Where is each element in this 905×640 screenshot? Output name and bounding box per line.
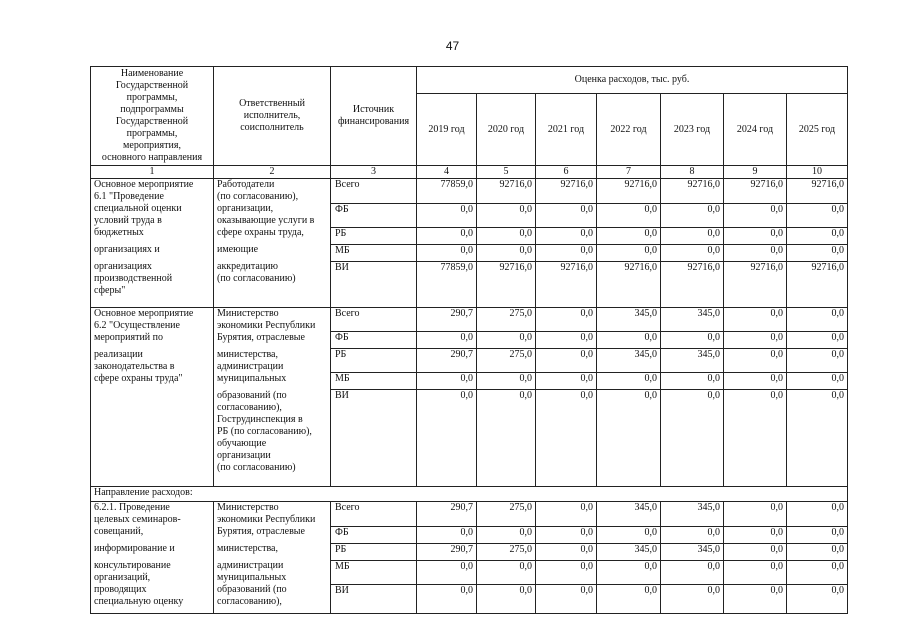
amount-cell: 290,7: [417, 502, 477, 527]
cell-text-line: РБ (по согласованию),: [217, 425, 312, 437]
amount-cell: 92716,0: [787, 261, 848, 307]
amount-cell: 345,0: [661, 543, 724, 560]
activity-name-cell: [91, 261, 214, 307]
activity-name-cell: [91, 227, 214, 244]
amount-cell: 0,0: [724, 543, 787, 560]
amount-cell: 345,0: [661, 307, 724, 332]
amount-cell: 0,0: [417, 390, 477, 487]
cell-text-line: условий труда в: [94, 215, 162, 226]
amount-cell: 92716,0: [724, 261, 787, 307]
activity-name-cell: [91, 584, 214, 613]
amount-cell: 0,0: [417, 560, 477, 584]
executor-cell: [214, 543, 331, 560]
amount-cell: 92716,0: [597, 261, 661, 307]
amount-cell: 0,0: [724, 203, 787, 227]
amount-cell: 275,0: [477, 349, 536, 373]
cell-text-line: реализации: [94, 348, 143, 360]
amount-cell: 0,0: [417, 227, 477, 244]
cell-text-line: организации,: [217, 203, 274, 214]
amount-cell: 0,0: [724, 349, 787, 373]
executor-cell: [214, 560, 331, 584]
amount-cell: 345,0: [597, 543, 661, 560]
executor-cell: [214, 179, 331, 204]
amount-cell: 0,0: [536, 349, 597, 373]
header-source-line: финансирования: [337, 116, 410, 127]
amount-cell: 0,0: [536, 543, 597, 560]
cell-text-line: аккредитацию: [217, 261, 279, 272]
amount-cell: 0,0: [597, 332, 661, 349]
column-index: 9: [724, 166, 787, 179]
cell-text-line: Основное мероприятие: [94, 179, 194, 190]
cell-text-line: администрации: [217, 360, 284, 372]
amount-cell: 0,0: [787, 543, 848, 560]
page-number: 47: [445, 39, 460, 53]
amount-cell: 92716,0: [536, 179, 597, 204]
cell-text-line: организаций,: [94, 572, 151, 583]
cell-text-line: согласованию),: [217, 401, 282, 413]
amount-cell: 0,0: [661, 332, 724, 349]
cell-text-line: проводящих: [94, 584, 147, 595]
activity-name-cell: [91, 390, 214, 487]
amount-cell: 0,0: [787, 332, 848, 349]
cell-text-line: информирование и: [94, 543, 175, 554]
cell-text-line: (по согласованию): [217, 461, 296, 473]
funding-source-cell: РБ: [331, 349, 417, 373]
amount-cell: 0,0: [536, 526, 597, 543]
funding-source-cell: РБ: [331, 543, 417, 560]
amount-cell: 0,0: [787, 349, 848, 373]
amount-cell: 0,0: [661, 584, 724, 613]
amount-cell: 0,0: [477, 373, 536, 390]
amount-cell: 0,0: [536, 332, 597, 349]
cell-text-line: законодательства в: [94, 360, 175, 372]
amount-cell: 0,0: [724, 373, 787, 390]
cell-text-line: специальной оценки: [94, 203, 182, 214]
amount-cell: 92716,0: [787, 179, 848, 204]
cell-text-line: производственной: [94, 273, 173, 284]
column-index: 8: [661, 166, 724, 179]
amount-cell: 0,0: [417, 584, 477, 613]
amount-cell: 290,7: [417, 543, 477, 560]
amount-cell: 0,0: [536, 373, 597, 390]
cell-text-line: сфере охраны труда": [94, 372, 183, 384]
header-program-line: подпрограммы: [120, 104, 184, 115]
funding-source-cell: МБ: [331, 560, 417, 584]
funding-source-cell: ФБ: [331, 203, 417, 227]
year-header-2024: 2024 год: [724, 94, 787, 166]
column-index: 10: [787, 166, 848, 179]
section-label-row: [91, 487, 848, 502]
section-label: Направление расходов:: [91, 487, 848, 502]
amount-cell: 0,0: [724, 227, 787, 244]
amount-cell: 0,0: [477, 560, 536, 584]
amount-cell: 92716,0: [597, 179, 661, 204]
amount-cell: 275,0: [477, 543, 536, 560]
funding-source-cell: РБ: [331, 227, 417, 244]
cell-text-line: министерства,: [217, 348, 278, 360]
cell-text-line: специальную оценку: [94, 596, 184, 607]
amount-cell: 0,0: [597, 390, 661, 487]
amount-cell: 290,7: [417, 307, 477, 332]
table-row: [91, 179, 848, 204]
activity-name-cell: [91, 560, 214, 584]
year-header-2023: 2023 год: [661, 94, 724, 166]
executor-cell: [214, 261, 331, 307]
table-row: [91, 502, 848, 527]
amount-cell: 0,0: [536, 227, 597, 244]
amount-cell: 0,0: [787, 244, 848, 261]
amount-cell: 0,0: [597, 203, 661, 227]
cell-text-line: образований (по: [217, 584, 287, 595]
amount-cell: 0,0: [661, 373, 724, 390]
amount-cell: 0,0: [787, 584, 848, 613]
amount-cell: 345,0: [597, 349, 661, 373]
header-executor-line: соисполнитель: [240, 122, 304, 133]
amount-cell: 0,0: [787, 390, 848, 487]
header-executor-line: Ответственный: [239, 98, 305, 109]
cell-text-line: муниципальных: [217, 372, 287, 384]
amount-cell: 0,0: [661, 227, 724, 244]
amount-cell: 0,0: [787, 307, 848, 332]
amount-cell: 0,0: [536, 244, 597, 261]
activity-name-cell: [91, 373, 214, 390]
executor-cell: [214, 332, 331, 349]
amount-cell: 0,0: [724, 560, 787, 584]
table-row: [91, 332, 848, 349]
activity-name-cell: [91, 502, 214, 527]
amount-cell: 0,0: [417, 244, 477, 261]
cell-text-line: экономики Республики: [217, 319, 316, 331]
amount-cell: 0,0: [597, 227, 661, 244]
amount-cell: 0,0: [477, 390, 536, 487]
amount-cell: 0,0: [536, 502, 597, 527]
cell-text-line: Бурятия, отраслевые: [217, 526, 305, 537]
amount-cell: 0,0: [661, 390, 724, 487]
amount-cell: 0,0: [477, 244, 536, 261]
funding-source-cell: ВИ: [331, 390, 417, 487]
cell-text-line: (по согласованию),: [217, 191, 299, 202]
amount-cell: 92716,0: [661, 261, 724, 307]
funding-source-cell: ФБ: [331, 332, 417, 349]
year-header-2022: 2022 год: [597, 94, 661, 166]
amount-cell: 0,0: [477, 227, 536, 244]
amount-cell: 275,0: [477, 307, 536, 332]
activity-name-cell: [91, 179, 214, 204]
amount-cell: 0,0: [477, 332, 536, 349]
cell-text-line: сферы": [94, 285, 126, 296]
executor-cell: [214, 502, 331, 527]
amount-cell: 0,0: [417, 332, 477, 349]
amount-cell: 0,0: [724, 307, 787, 332]
cell-text-line: оказывающие услуги в: [217, 215, 315, 226]
amount-cell: 0,0: [597, 584, 661, 613]
cell-text-line: муниципальных: [217, 572, 287, 583]
amount-cell: 92716,0: [477, 179, 536, 204]
table-row: [91, 543, 848, 560]
header-program-line: Наименование: [120, 68, 184, 79]
amount-cell: 0,0: [724, 584, 787, 613]
amount-cell: 77859,0: [417, 261, 477, 307]
column-index-row: [91, 166, 848, 179]
funding-source-cell: ФБ: [331, 526, 417, 543]
table-row: [91, 526, 848, 543]
funding-source-cell: ВИ: [331, 584, 417, 613]
amount-cell: 0,0: [787, 560, 848, 584]
cell-text-line: согласованию),: [217, 596, 282, 607]
amount-cell: 0,0: [417, 203, 477, 227]
cell-text-line: имеющие: [217, 244, 259, 255]
amount-cell: 290,7: [417, 349, 477, 373]
cell-text-line: 6.2 "Осуществление: [94, 319, 180, 331]
header-row-top: [91, 67, 848, 94]
executor-cell: [214, 584, 331, 613]
cell-text-line: целевых семинаров-: [94, 514, 181, 525]
cell-text-line: организациях: [94, 261, 152, 272]
cell-text-line: 6.2.1. Проведение: [94, 502, 170, 513]
header-program-line: основного направления: [101, 152, 203, 163]
amount-cell: 0,0: [661, 526, 724, 543]
amount-cell: 0,0: [787, 227, 848, 244]
amount-cell: 0,0: [724, 502, 787, 527]
funding-source-cell: МБ: [331, 373, 417, 390]
executor-cell: [214, 373, 331, 390]
amount-cell: 0,0: [477, 526, 536, 543]
amount-cell: 345,0: [597, 307, 661, 332]
cell-text-line: Основное мероприятие: [94, 307, 194, 319]
executor-cell: [214, 526, 331, 543]
budget-table: [90, 66, 848, 614]
funding-source-cell: Всего: [331, 179, 417, 204]
table-row: [91, 349, 848, 373]
year-header-2021: 2021 год: [536, 94, 597, 166]
column-index: 3: [331, 166, 417, 179]
table-row: [91, 307, 848, 332]
activity-name-cell: [91, 203, 214, 227]
amount-cell: 0,0: [536, 203, 597, 227]
amount-cell: 0,0: [787, 502, 848, 527]
header-program-line: программы,: [126, 92, 178, 103]
amount-cell: 0,0: [787, 203, 848, 227]
amount-cell: 92716,0: [724, 179, 787, 204]
header-source-cell: [331, 67, 417, 166]
amount-cell: 0,0: [417, 526, 477, 543]
amount-cell: 275,0: [477, 502, 536, 527]
cell-text-line: организации: [217, 449, 271, 461]
amount-cell: 0,0: [597, 526, 661, 543]
year-header-2019: 2019 год: [417, 94, 477, 166]
executor-cell: [214, 244, 331, 261]
header-program-line: Государственной: [115, 80, 189, 91]
year-header-2020: 2020 год: [477, 94, 536, 166]
amount-cell: 0,0: [724, 390, 787, 487]
amount-cell: 0,0: [477, 584, 536, 613]
activity-name-cell: [91, 543, 214, 560]
amount-cell: 0,0: [661, 244, 724, 261]
cell-text-line: Министерство: [217, 502, 279, 513]
amount-cell: 0,0: [787, 373, 848, 390]
amount-cell: 92716,0: [536, 261, 597, 307]
cell-text-line: Бурятия, отраслевые: [217, 331, 305, 343]
header-executor-line: исполнитель,: [243, 110, 301, 121]
amount-cell: 0,0: [661, 203, 724, 227]
cell-text-line: Гострудинспекция в: [217, 413, 303, 425]
cell-text-line: мероприятий по: [94, 331, 163, 343]
year-header-2025: 2025 год: [787, 94, 848, 166]
amount-cell: 0,0: [536, 560, 597, 584]
cell-text-line: бюджетных: [94, 227, 144, 238]
table-row: [91, 560, 848, 584]
cell-text-line: администрации: [217, 560, 284, 571]
funding-source-cell: Всего: [331, 307, 417, 332]
header-program-line: Государственной: [115, 116, 189, 127]
cell-text-line: сфере охраны труда,: [217, 227, 304, 238]
cell-text-line: министерства,: [217, 543, 278, 554]
executor-cell: [214, 390, 331, 487]
amount-cell: 0,0: [477, 203, 536, 227]
amount-cell: 345,0: [597, 502, 661, 527]
header-source-line: Источник: [352, 104, 395, 115]
amount-cell: 345,0: [661, 349, 724, 373]
cell-text-line: совещаний,: [94, 526, 144, 537]
header-program-line: мероприятия,: [123, 140, 181, 151]
funding-source-cell: Всего: [331, 502, 417, 527]
header-estimate-cell: Оценка расходов, тыс. руб.: [417, 67, 848, 94]
activity-name-cell: [91, 526, 214, 543]
column-index: 2: [214, 166, 331, 179]
activity-name-cell: [91, 349, 214, 373]
header-program-cell: [91, 67, 214, 166]
executor-cell: [214, 203, 331, 227]
amount-cell: 92716,0: [661, 179, 724, 204]
cell-text-line: Министерство: [217, 307, 279, 319]
column-index: 6: [536, 166, 597, 179]
amount-cell: 0,0: [724, 244, 787, 261]
header-executor-cell: [214, 67, 331, 166]
executor-cell: [214, 227, 331, 244]
cell-text-line: Работодатели: [217, 179, 275, 190]
executor-cell: [214, 349, 331, 373]
amount-cell: 0,0: [597, 373, 661, 390]
table-row: [91, 373, 848, 390]
cell-text-line: (по согласованию): [217, 273, 296, 284]
cell-text-line: 6.1 "Проведение: [94, 191, 164, 202]
table-row: [91, 244, 848, 261]
table-row: [91, 227, 848, 244]
amount-cell: 92716,0: [477, 261, 536, 307]
column-index: 1: [91, 166, 214, 179]
amount-cell: 0,0: [536, 390, 597, 487]
cell-text-line: экономики Республики: [217, 514, 316, 525]
amount-cell: 0,0: [661, 560, 724, 584]
table-row: [91, 390, 848, 487]
column-index: 4: [417, 166, 477, 179]
activity-name-cell: [91, 332, 214, 349]
amount-cell: 0,0: [597, 560, 661, 584]
column-index: 7: [597, 166, 661, 179]
activity-name-cell: [91, 244, 214, 261]
cell-text-line: консультирование: [94, 560, 171, 571]
amount-cell: 0,0: [417, 373, 477, 390]
amount-cell: 345,0: [661, 502, 724, 527]
table-row: [91, 261, 848, 307]
table-row: [91, 203, 848, 227]
amount-cell: 0,0: [787, 526, 848, 543]
table-row: [91, 584, 848, 613]
cell-text-line: образований (по: [217, 389, 287, 401]
activity-name-cell: [91, 307, 214, 332]
amount-cell: 0,0: [536, 307, 597, 332]
table-body: [91, 179, 848, 614]
column-index: 5: [477, 166, 536, 179]
executor-cell: [214, 307, 331, 332]
funding-source-cell: ВИ: [331, 261, 417, 307]
cell-text-line: обучающие: [217, 437, 267, 449]
header-program-line: программы,: [126, 128, 178, 139]
funding-source-cell: МБ: [331, 244, 417, 261]
amount-cell: 0,0: [536, 584, 597, 613]
amount-cell: 0,0: [724, 332, 787, 349]
amount-cell: 77859,0: [417, 179, 477, 204]
cell-text-line: организациях и: [94, 244, 160, 255]
amount-cell: 0,0: [597, 244, 661, 261]
amount-cell: 0,0: [724, 526, 787, 543]
